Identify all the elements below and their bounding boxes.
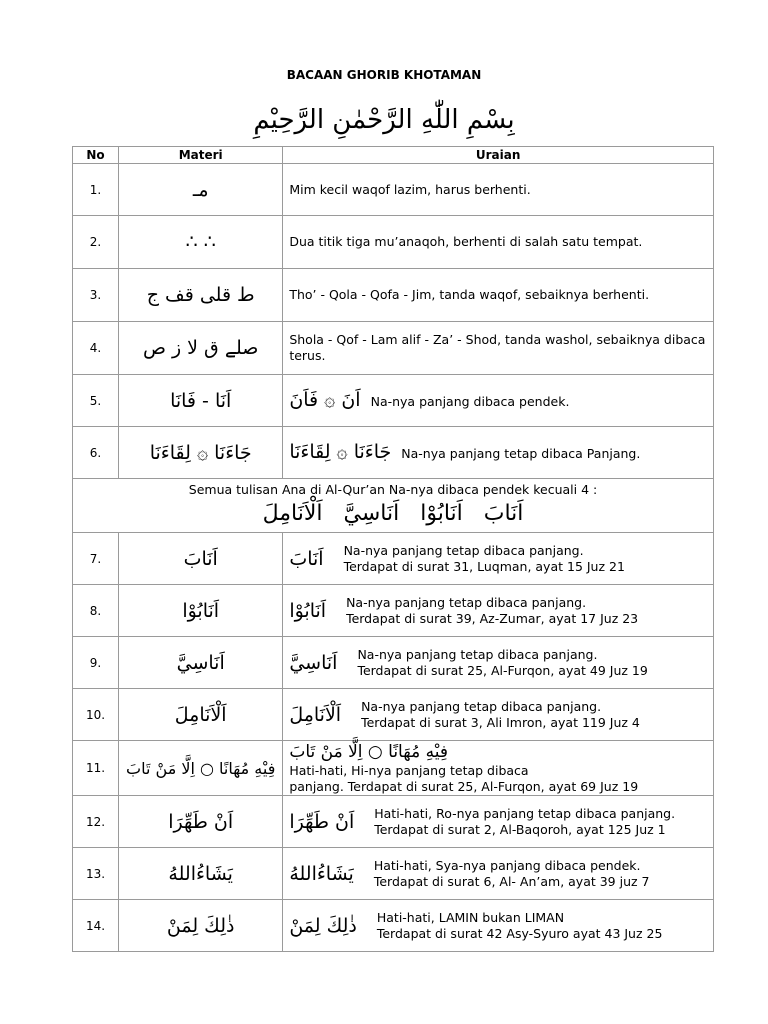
row-uraian-line1: Na-nya panjang tetap dibaca panjang.: [343, 542, 584, 558]
row-uraian-arabic: اَلْاَنَامِلَ: [289, 703, 342, 726]
row-uraian-line1: Hati-hati, LAMIN bukan LIMAN: [376, 909, 565, 925]
row-materi: مـ: [119, 164, 283, 216]
table-row: [73, 164, 714, 216]
exception-note-text: Semua tulisan Ana di Al-Qur’an Na-nya dibaca pendek kecuali 4 :: [188, 482, 598, 497]
row-uraian-lines: [346, 595, 638, 627]
row-uraian: [283, 269, 714, 322]
row-uraian-line1: Na-nya panjang tetap dibaca panjang.: [346, 594, 587, 610]
row-uraian-text: Shola - Qof - Lam alif - Za’ - Shod, tanda washol, sebaiknya dibaca terus.: [289, 332, 706, 363]
row-uraian-content: [289, 910, 707, 942]
row-number: 13.: [73, 848, 119, 900]
row-uraian: [283, 741, 714, 796]
table-header-row: [73, 147, 714, 164]
row-number: 5.: [73, 375, 119, 427]
row-uraian-lines: [374, 806, 675, 838]
table-row: [73, 741, 714, 796]
row-uraian: [283, 427, 714, 479]
row-materi: ذٰلِكَ لِمَنْ: [119, 900, 283, 952]
row-uraian-text: Na-nya panjang dibaca pendek.: [370, 393, 570, 409]
row-uraian: [283, 164, 714, 216]
row-number: 6.: [73, 427, 119, 479]
row-uraian: [283, 375, 714, 427]
row-uraian-content: [289, 806, 707, 838]
row-uraian: [283, 796, 714, 848]
table-row: [73, 533, 714, 585]
exception-arabic-words: اَنَابَ اَنَابُوْا اَنَاسِيَّ اَلْاَنَامِلَ: [262, 501, 524, 526]
row-uraian-line1: Hati-hati, Ro-nya panjang tetap dibaca panjang.: [374, 805, 676, 821]
row-uraian-text: Tho’ - Qola - Qofa - Jim, tanda waqof, sebaiknya berhenti.: [289, 287, 650, 302]
row-uraian-arabic: ذٰلِكَ لِمَنْ: [289, 914, 357, 937]
table-row: [73, 796, 714, 848]
table-row: [73, 585, 714, 637]
row-uraian: [283, 900, 714, 952]
row-materi: جَاءَنَا ۞ لِقَاءَنَا: [119, 427, 283, 479]
row-uraian-line2: Terdapat di surat 6, Al- An’am, ayat 39 juz 7: [373, 873, 650, 889]
row-uraian-arabic: جَاءَنَا ۞ لِقَاءَنَا: [289, 440, 392, 463]
row-number: 1.: [73, 164, 119, 216]
row-uraian-text: Dua titik tiga mu’anaqoh, berhenti di salah satu tempat.: [289, 234, 643, 249]
row-materi: اَنَا - فَانَا: [119, 375, 283, 427]
row-number: 10.: [73, 689, 119, 741]
row-uraian-line1: Na-nya panjang tetap dibaca panjang.: [361, 698, 602, 714]
row-uraian-content: [289, 858, 707, 890]
row-uraian: [283, 848, 714, 900]
row-materi: اَنَابَ: [119, 533, 283, 585]
row-number: 11.: [73, 741, 119, 796]
row-uraian-text: Na-nya panjang tetap dibaca Panjang.: [401, 445, 641, 461]
row-materi: اَلْاَنَامِلَ: [119, 689, 283, 741]
row-uraian: [283, 637, 714, 689]
row-uraian-lines: [361, 699, 640, 731]
row-uraian-line1: Hati-hati, Sya-nya panjang dibaca pendek.: [373, 857, 641, 873]
table-row: [73, 375, 714, 427]
row-uraian: [283, 216, 714, 269]
row-number: 14.: [73, 900, 119, 952]
row-uraian-text: Mim kecil waqof lazim, harus berhenti.: [289, 181, 531, 197]
ghorib-table: [72, 146, 714, 952]
row-uraian-content: [289, 543, 707, 575]
row-uraian-line2: Terdapat di surat 39, Az-Zumar, ayat 17 Juz 23: [346, 610, 639, 626]
row-number: 4.: [73, 322, 119, 375]
row-uraian-line2: Terdapat di surat 42 Asy-Syuro ayat 43 Juz 25: [376, 925, 663, 941]
page-title: BACAAN GHORIB KHOTAMAN: [286, 68, 482, 82]
table-row: [73, 427, 714, 479]
row-number: 2.: [73, 216, 119, 269]
row-uraian-lines: [377, 910, 663, 942]
header-no: No: [73, 147, 119, 164]
exception-note-cell: [73, 479, 714, 533]
exception-note-row: [73, 479, 714, 533]
table-row: [73, 322, 714, 375]
row-materi: صلے ق لا ز ص: [119, 322, 283, 375]
row-uraian-lines: [344, 543, 625, 575]
row-uraian-arabic: اَنْ طَهِّرَا: [289, 810, 355, 833]
row-uraian-lines: [374, 858, 650, 890]
row-materi: ط قلى قف ج: [119, 269, 283, 322]
table-row: [73, 216, 714, 269]
row-uraian-arabic: اَنَ ۞ فَاَنَ: [289, 388, 361, 411]
row-number: 9.: [73, 637, 119, 689]
row-materi: اَنَابُوْا: [119, 585, 283, 637]
row-materi: اَنَاسِيَّ: [119, 637, 283, 689]
row-uraian-content: [289, 647, 707, 679]
header-uraian: Uraian: [283, 147, 714, 164]
table-row: [73, 689, 714, 741]
row-materi: يَشَاءُاللهُ: [119, 848, 283, 900]
row-uraian-arabic: فِيْهِ مُهَانًا ○ اِلَّا مَنْ تَابَ: [289, 742, 448, 762]
table-row: [73, 848, 714, 900]
row-uraian: [283, 322, 714, 375]
row-uraian: [283, 689, 714, 741]
row-uraian-line2: Terdapat di surat 25, Al-Furqon, ayat 49 Juz 19: [357, 662, 648, 678]
row-uraian-line2: Terdapat di surat 31, Luqman, ayat 15 Juz 21: [343, 558, 625, 574]
row-number: 3.: [73, 269, 119, 322]
table-row: [73, 269, 714, 322]
row-materi: ∴ ∴: [119, 216, 283, 269]
row-uraian-arabic: اَنَاسِيَّ: [289, 651, 338, 674]
row-uraian-content: [289, 595, 707, 627]
row-uraian-line1: Na-nya panjang tetap dibaca panjang.: [357, 646, 598, 662]
row-number: 12.: [73, 796, 119, 848]
row-uraian-line2: panjang. Terdapat di surat 25, Al-Furqon, ayat 69 Juz 19: [289, 779, 639, 794]
row-uraian: [283, 585, 714, 637]
row-uraian-lines: [357, 647, 647, 679]
row-uraian-arabic: اَنَابَ: [289, 547, 324, 570]
row-uraian-line2: Terdapat di surat 2, Al-Baqoroh, ayat 125 Juz 1: [374, 821, 666, 837]
row-materi: فِيْهِ مُهَانًا ○ اِلَّا مَنْ تَابَ: [119, 741, 283, 796]
row-uraian-line1: Hati-hati, Hi-nya panjang tetap dibaca: [289, 763, 529, 778]
row-uraian-arabic: اَنَابُوْا: [289, 599, 327, 622]
row-uraian-line2: Terdapat di surat 3, Ali Imron, ayat 119 Juz 4: [361, 714, 640, 730]
basmalah-calligraphy: بِسْمِ اللّٰهِ الرَّحْمٰنِ الرَّحِيْمِ: [253, 105, 515, 135]
header-materi: Materi: [119, 147, 283, 164]
row-number: 7.: [73, 533, 119, 585]
row-materi: اَنْ طَهِّرَا: [119, 796, 283, 848]
row-number: 8.: [73, 585, 119, 637]
table-row: [73, 637, 714, 689]
row-uraian-content: [289, 699, 707, 731]
row-uraian: [283, 533, 714, 585]
table-row: [73, 900, 714, 952]
row-uraian-arabic: يَشَاءُاللهُ: [289, 862, 354, 885]
